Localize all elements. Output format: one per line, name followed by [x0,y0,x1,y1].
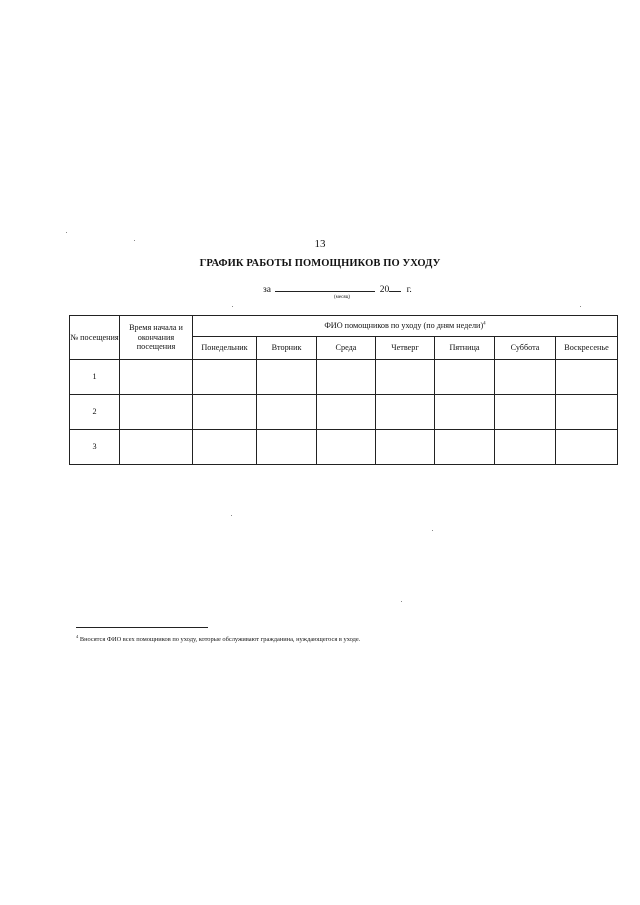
row-number: 1 [70,360,120,395]
year-suffix: г. [406,285,412,295]
empty-cell [120,430,193,465]
schedule-table [69,315,618,465]
header-assistants-label: ФИО помощников по уходу (по дням недели) [324,321,484,331]
header-day-sat: Суббота [495,337,556,360]
header-day-fri: Пятница [435,337,495,360]
scan-speck [134,240,135,241]
empty-cell [193,395,257,430]
footnote-separator [76,627,208,628]
period-line [263,282,412,295]
header-day-mon: Понедельник [193,337,257,360]
empty-cell [556,430,618,465]
scan-speck [432,530,433,531]
empty-cell [435,430,495,465]
footnote [76,634,360,643]
page-number: 13 [314,238,326,250]
footnote-text: Вносятся ФИО всех помощников по уходу, которые обслуживают гражданина, нуждающегося в уходе. [79,636,361,644]
footnote-mark: 4 [76,634,79,639]
row-number: 3 [70,430,120,465]
scan-speck [66,232,67,233]
empty-cell [193,360,257,395]
table-row [70,430,618,465]
empty-cell [556,360,618,395]
empty-cell [376,395,435,430]
empty-cell [257,360,317,395]
header-visit-number: № посещения [70,316,120,360]
year-blank [389,282,401,292]
empty-cell [435,360,495,395]
header-visit-time: Время начала и окончания посещения [120,316,193,360]
empty-cell [120,395,193,430]
footnote-ref: 4 [483,321,486,327]
document-title: ГРАФИК РАБОТЫ ПОМОЩНИКОВ ПО УХОДУ [199,258,441,269]
header-day-sun: Воскресенье [556,337,618,360]
table-row [70,395,618,430]
table-row [70,360,618,395]
empty-cell [317,430,376,465]
header-assistants [193,316,618,337]
empty-cell [376,430,435,465]
scan-speck [401,601,402,602]
header-day-tue: Вторник [257,337,317,360]
month-blank [275,282,375,292]
month-caption: (месяц) [334,295,351,300]
scan-speck [232,306,233,307]
empty-cell [193,430,257,465]
empty-cell [495,395,556,430]
empty-cell [435,395,495,430]
empty-cell [376,360,435,395]
scan-speck [580,306,581,307]
header-day-thu: Четверг [376,337,435,360]
header-day-wed: Среда [317,337,376,360]
empty-cell [120,360,193,395]
scan-speck [231,515,232,516]
row-number: 2 [70,395,120,430]
empty-cell [495,360,556,395]
empty-cell [257,430,317,465]
empty-cell [317,395,376,430]
empty-cell [317,360,376,395]
year-prefix: 20 [379,285,390,295]
empty-cell [495,430,556,465]
empty-cell [257,395,317,430]
period-prefix: за [263,285,271,295]
empty-cell [556,395,618,430]
